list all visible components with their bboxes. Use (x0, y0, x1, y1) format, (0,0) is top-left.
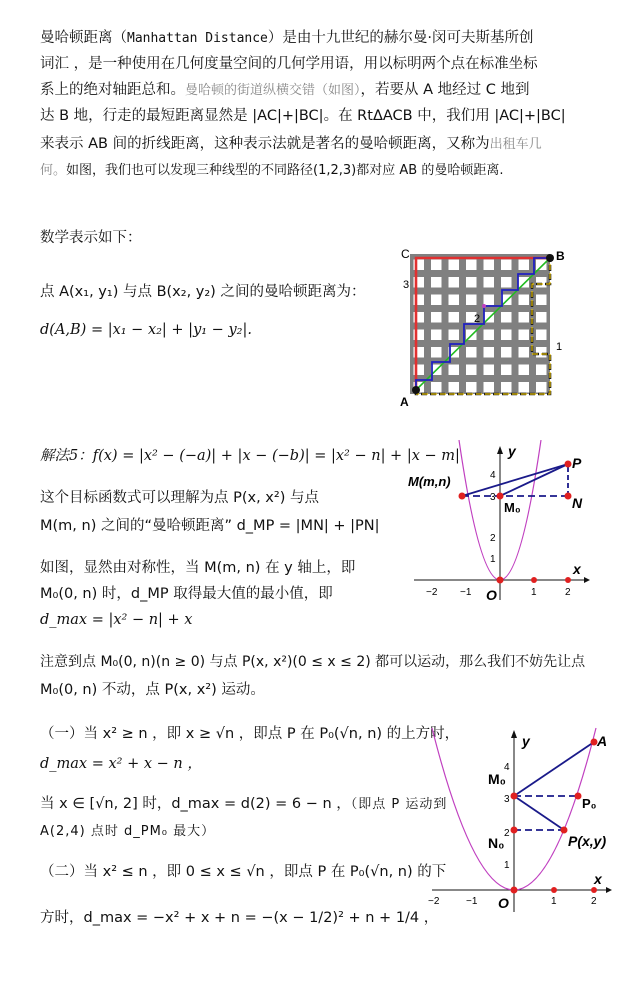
point-n (565, 493, 572, 500)
intro-line-2: 词汇 ，是一种使用在几何度量空间的几何学用语，用以标明两个点在标准坐标 (40, 56, 538, 72)
grid-cell (466, 365, 477, 376)
tick-y-3: 3 (490, 492, 496, 503)
x-axis-label: x (573, 561, 581, 577)
case1-line-2: d_max = x² + x − n ， (40, 756, 202, 772)
intro-text: ，若要从 A 地经过 C 地到 (360, 82, 530, 98)
label-n0: N₀ (488, 835, 505, 851)
grid-cell (536, 312, 547, 323)
label-c: C (401, 247, 410, 261)
label-n: N (572, 495, 583, 511)
case2-line-2: 方时，d_max = −x² + x + n = −(x − 1/2)² + n + 1/4 ， (40, 910, 439, 926)
tick-x-1: 1 (551, 896, 557, 907)
label-b: B (556, 249, 565, 263)
intro-gray-text: 何。 (40, 163, 67, 178)
point-origin (511, 887, 518, 894)
grid-cell (519, 365, 530, 376)
intro-line-1 (40, 28, 534, 49)
solution5-line-8: M₀(0, n) 不动，点 P(x, x²) 运动。 (40, 682, 265, 698)
label-m-mn: M(m,n) (408, 474, 451, 489)
label-pxy: P(x,y) (568, 833, 607, 849)
point-p0 (575, 793, 582, 800)
point-b-dot (546, 254, 554, 262)
grid-cell (449, 312, 460, 323)
case2-line-1: （二）当 x² ≤ n ，即 0 ≤ x ≤ √n ，即点 P 在 P₀(√n, n) 的下 (40, 864, 447, 880)
point-p (561, 827, 568, 834)
tick-x-neg1: −1 (460, 587, 472, 598)
grid-cell (536, 347, 547, 358)
y-axis-arrow (511, 730, 517, 738)
grid-cell (466, 260, 477, 271)
segment-mp (462, 464, 568, 496)
intro-line-5 (40, 134, 542, 155)
tick-x-neg2: −2 (426, 587, 438, 598)
label-p: P (572, 455, 582, 471)
label-path-3: 3 (403, 279, 410, 291)
grid-cell (519, 295, 530, 306)
segment-m0a (514, 742, 594, 796)
label-origin: O (486, 587, 497, 603)
solution5-line-7: 注意到点 M₀(0, n)(n ≥ 0) 与点 P(x, x²)(0 ≤ x ≤ 2) 都可以运动，那么我们不妨先让点 (40, 654, 586, 670)
tick-x-2: 2 (591, 896, 597, 907)
point-x1 (531, 577, 537, 583)
tick-y-2: 2 (490, 533, 496, 544)
x-axis-arrow (584, 577, 590, 583)
y-axis-label: y (522, 733, 530, 749)
intro-line-3 (40, 80, 530, 101)
point-a-dot (412, 386, 420, 394)
case1-line-1: （一）当 x² ≥ n ，即 x ≥ √n ，即点 P 在 P₀(√n, n) 的上方时， (40, 726, 460, 742)
grid-cell (484, 330, 495, 341)
solution5-line-5: M₀(0, n) 时，d_MP 取得最大值的最小值，即 (40, 586, 333, 602)
grid-cell (501, 382, 512, 393)
tick-y-4: 4 (490, 470, 496, 481)
grid-cell (466, 382, 477, 393)
manhattan-grid-figure (398, 244, 576, 412)
tick-x-1: 1 (531, 587, 537, 598)
tick-x-neg1: −1 (466, 896, 478, 907)
grid-cell (431, 330, 442, 341)
grid-cell (501, 330, 512, 341)
grid-cell (519, 330, 530, 341)
grid-cell (519, 347, 530, 358)
point-m0 (511, 793, 518, 800)
grid-cell (519, 312, 530, 323)
point-m (459, 493, 466, 500)
label-a: A (597, 733, 608, 749)
grid-cell (519, 382, 530, 393)
grid-cell (466, 347, 477, 358)
parabola-figure-1 (400, 440, 592, 608)
manhattan-term: Manhattan Distance (127, 31, 268, 46)
grid-cell (536, 382, 547, 393)
tick-x-2: 2 (565, 587, 571, 598)
point-p (565, 461, 572, 468)
tick-y-4: 4 (504, 762, 510, 773)
intro-gray-text: 曼哈顿的街道纵横交错（如图） (185, 83, 361, 98)
grid-cell (449, 295, 460, 306)
grid-cell (431, 347, 442, 358)
x-axis-arrow (606, 887, 612, 893)
grid-cell (501, 260, 512, 271)
point-x2 (591, 887, 597, 893)
segment-m0p (514, 796, 564, 830)
grid-cell (449, 330, 460, 341)
grid-cell (484, 365, 495, 376)
label-path-2: 2 (474, 313, 481, 325)
grid-cell (431, 382, 442, 393)
grid-cell (519, 277, 530, 288)
math-formula: d(A,B) = |x₁ − x₂| + |y₁ − y₂|. (40, 322, 252, 338)
grid-cell (536, 330, 547, 341)
case1-note: （即点 P 运动到 (350, 797, 448, 812)
case1-line-4: A(2,4) 点时 d_PM₀ 最大） (40, 824, 216, 839)
tick-y-2: 2 (504, 828, 510, 839)
grid-cell (431, 260, 442, 271)
grid-cell (466, 295, 477, 306)
grid-cell (431, 295, 442, 306)
solution5-line-1: 解法5：f(x) = |x² − (−a)| + |x − (−b)| = |x² − n| + |x − m| (40, 448, 460, 464)
grid-cell (536, 295, 547, 306)
grid-cell (536, 365, 547, 376)
grid-cell (501, 365, 512, 376)
label-p0: P₀ (582, 796, 597, 811)
grid-cell (501, 277, 512, 288)
solution5-line-6: d_max = |x² − n| + x (40, 612, 193, 628)
intro-text: 曼哈顿距离（ (40, 30, 127, 46)
label-m0: M₀ (504, 500, 521, 515)
solution5-line-2: 这个目标函数式可以理解为点 P(x, x²) 与点 (40, 490, 319, 506)
grid-cell (431, 277, 442, 288)
grid-cell (449, 260, 460, 271)
solution5-line-4: 如图，显然由对称性，当 M(m, n) 在 y 轴上，即 (40, 560, 356, 576)
grid-cell (484, 277, 495, 288)
grid-cell (536, 260, 547, 271)
math-heading: 数学表示如下： (40, 230, 142, 246)
grid-cell (536, 277, 547, 288)
tick-y-1: 1 (504, 860, 510, 871)
intro-text: 如图，我们也可以发现三种线型的不同路径(1,2,3)都对应 AB 的曼哈顿距离. (66, 163, 504, 178)
solution5-line-3: M(m, n) 之间的“曼哈顿距离” d_MP = |MN| + |PN| (40, 518, 380, 534)
point-n0 (511, 827, 518, 834)
label-m0: M₀ (488, 771, 506, 787)
grid-cell (484, 260, 495, 271)
grid-cell (484, 347, 495, 358)
intro-text: 来表示 AB 间的折线距离，这种表示法就是著名的曼哈顿距离，又称为 (40, 136, 490, 152)
intro-line-6 (40, 160, 503, 181)
y-axis-arrow (497, 446, 503, 454)
intro-text: ）是由十九世纪的赫尔曼·闵可夫斯基所创 (267, 30, 534, 46)
y-axis-label: y (508, 443, 516, 459)
grid-cell (449, 277, 460, 288)
point-x1 (551, 887, 557, 893)
grid-cell (484, 295, 495, 306)
segment-m0p (500, 464, 568, 496)
intro-line-4: 达 B 地，行走的最短距离显然是 |AC|+|BC|。在 RtΔACB 中，我们用 |AC|+|BC| (40, 108, 566, 124)
point-x2 (565, 577, 571, 583)
x-axis-label: x (594, 871, 602, 887)
grid-cell (501, 347, 512, 358)
path-2-mark (482, 304, 486, 308)
case1-formula: 当 x ∈ [√n, 2] 时，d_max = d(2) = 6 − n ， (40, 796, 351, 812)
label-path-1: 1 (556, 341, 563, 353)
intro-gray-text: 出租车几 (489, 137, 542, 152)
grid-cell (449, 382, 460, 393)
grid-cell (519, 260, 530, 271)
case1-line-3 (40, 794, 447, 815)
tick-y-3: 3 (504, 794, 510, 805)
grid-cell (484, 382, 495, 393)
point-m0 (497, 493, 504, 500)
label-a: A (400, 395, 409, 409)
grid-cell (431, 312, 442, 323)
tick-x-neg2: −2 (428, 896, 440, 907)
grid-cell (466, 277, 477, 288)
grid-cell (501, 312, 512, 323)
intro-text: 系上的绝对轴距总和。 (40, 82, 185, 98)
point-origin (497, 577, 504, 584)
math-line-1: 点 A(x₁, y₁) 与点 B(x₂, y₂) 之间的曼哈顿距离为： (40, 284, 366, 300)
tick-y-1: 1 (490, 554, 496, 565)
parabola-figure-2 (428, 722, 614, 918)
grid-cell (449, 365, 460, 376)
label-origin: O (498, 895, 509, 911)
